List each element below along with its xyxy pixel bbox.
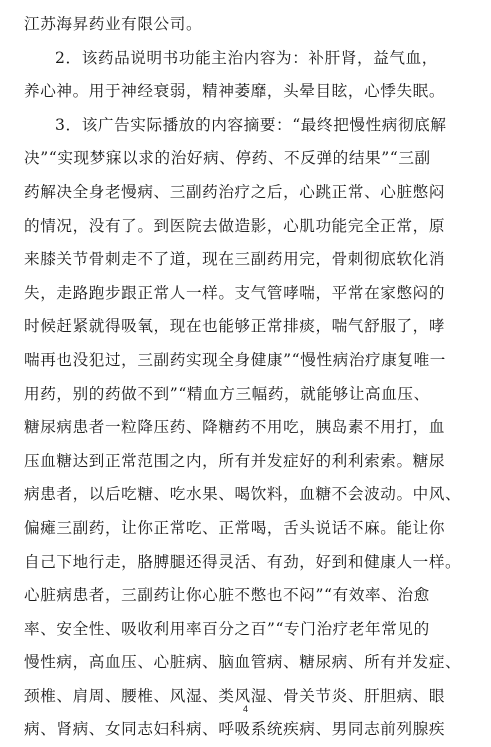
text-line: 颈椎、肩周、腰椎、风湿、类风湿、骨关节炎、肝胆病、眼 [24, 686, 446, 705]
text-line: 的情况，没有了。到医院去做造影，心肌功能完全正常，原 [24, 216, 446, 235]
text-line: 决”“实现梦寐以求的治好病、停药、不反弹的结果”“三副 [24, 149, 431, 168]
text-line: 江苏海昇药业有限公司。 [24, 15, 203, 33]
text-line: 率、安全性、吸收利用率百分之百”“专门治疗老年常见的 [24, 619, 430, 638]
text-line: 药解决全身老慢病、三副药治疗之后，心跳正常、心脏憋闷 [24, 182, 446, 201]
text-line: 时候赶紧就得吸氧，现在也能够正常排痰，喘气舒服了，哮 [24, 317, 446, 336]
text-line: 来膝关节骨刺走不了道，现在三副药用完，骨刺彻底软化消 [24, 250, 446, 269]
text-line: 2．该药品说明书功能主治内容为：补肝肾，益气血， [55, 48, 438, 67]
text-line: 慢性病，高血压、心脏病、脑血管病、糖尿病、所有并发症、 [24, 653, 462, 672]
text-line: 偏瘫三副药，让你正常吃、正常喝，舌头说话不麻。能让你 [24, 518, 446, 537]
text-line: 用药，别的药做不到”“精血方三幅药，就能够让高血压、 [24, 384, 430, 403]
body-text [24, 8, 470, 747]
text-line: 病患者，以后吃糖、吃水果、喝饮料，血糖不会波动。中风、 [24, 485, 462, 504]
text-line: 3．该广告实际播放的内容摘要：“最终把慢性病彻底解 [55, 115, 447, 134]
text-line: 心脏病患者，三副药让你心脏不憋也不闷”“有效率、治愈 [24, 586, 430, 605]
text-line: 糖尿病患者一粒降压药、降糖药不用吃，胰岛素不用打，血 [24, 418, 446, 437]
text-line: 自己下地行走，胳膊腿还得灵活、有劲，好到和健康人一样。 [24, 552, 462, 571]
text-line: 养心神。用于神经衰弱，精神萎靡，头晕目眩，心悸失眠。 [24, 82, 446, 101]
text-line: 喘再也没犯过，三副药实现全身健康”“慢性病治疗康复唯一 [24, 350, 446, 369]
text-line: 压血糖达到正常范围之内，所有并发症好的利利索索。糖尿 [24, 451, 446, 470]
text-line: 失，走路跑步跟正常人一样。支气管哮喘，平常在家憋闷的 [24, 283, 446, 302]
text-line: 病、肾病、女同志妇科病、呼吸系统疾病、男同志前列腺疾 [24, 720, 446, 739]
page-number: 4 [242, 704, 248, 714]
